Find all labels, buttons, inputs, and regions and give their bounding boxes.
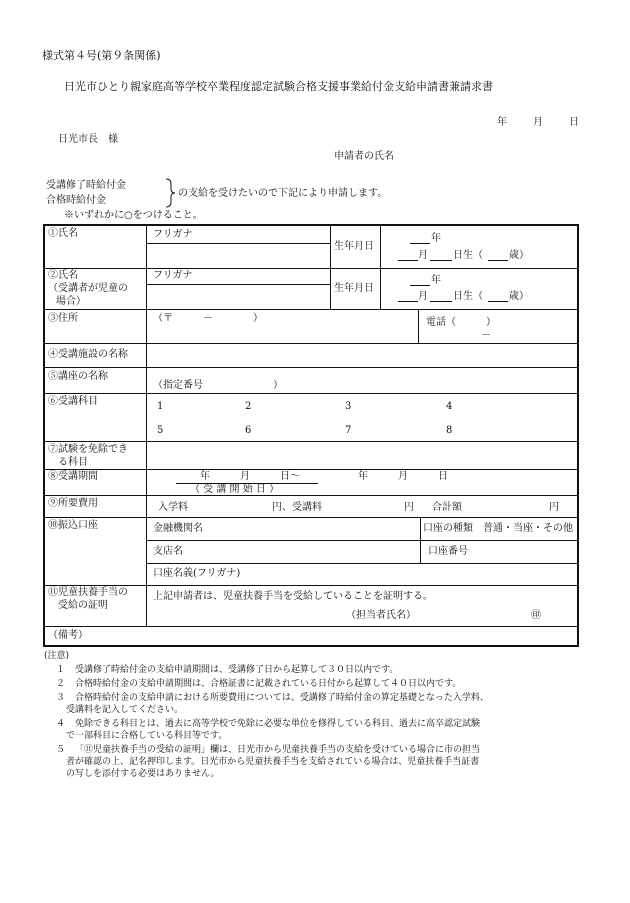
name1-birth-label: 生年月日 xyxy=(334,241,374,252)
allowance-label-1: ⑪児童扶養手当の xyxy=(48,587,128,598)
bank-label: ⑩振込口座 xyxy=(48,520,98,531)
name1-year: 年 xyxy=(431,233,441,244)
date-day: 日 xyxy=(569,117,579,128)
request-text: の支給を受けたいので下記により申請します。 xyxy=(178,188,388,199)
name2-sub1: （受講者が児童の xyxy=(48,283,128,294)
seal-mark: ㊞ xyxy=(531,610,541,621)
name1-furigana: フリガナ xyxy=(153,229,193,240)
course-label: ⑤講座の名称 xyxy=(48,371,108,382)
applicant-name-label: 申請者の氏名 xyxy=(334,151,394,162)
name1-label: ①氏名 xyxy=(48,228,78,239)
remarks-label: （備考） xyxy=(48,630,88,641)
note-5-line-3: の写しを添付する必要はありません。 xyxy=(66,769,220,779)
note-1-num: １ xyxy=(56,665,66,675)
notes-heading: (注意) xyxy=(44,651,70,661)
form-number: 様式第４号(第９条関係) xyxy=(42,49,161,62)
addressee: 日光市長 様 xyxy=(58,134,118,145)
note-3-line-2: 受講料を記入してください。 xyxy=(66,705,184,715)
subjects-label: ⑥受講科目 xyxy=(48,396,98,407)
name2-sub2: 場合） xyxy=(56,296,86,307)
subject-3: 3 xyxy=(345,401,352,412)
note-2-line-1: 合格時給付金の支給申請期間は、合格証書に記載されている日付から起算して４０日以内です。 xyxy=(75,679,462,689)
date-year: 年 xyxy=(497,117,507,128)
date-month: 月 xyxy=(533,117,543,128)
bank-name-label: 金融機関名 xyxy=(153,523,203,534)
phone-label: 電話（ ） xyxy=(426,317,496,328)
facility-label: ④受講施設の名称 xyxy=(48,349,128,360)
total-label: 合計額 xyxy=(432,502,462,513)
account-number-label: 口座番号 xyxy=(428,546,468,557)
period-end: 年 月 日 xyxy=(358,471,448,482)
name2-age: 歳） xyxy=(509,291,529,302)
note-4-num: ４ xyxy=(56,719,66,729)
form-title: 日光市ひとり親家庭高等学校卒業程度認定試験合格支援事業給付金支給申請書兼請求書 xyxy=(64,80,493,93)
note-5-line-2: 者が確認の上、記名押印します。日光市から児童扶養手当を支給されている場合は、児童扶養手当証書 xyxy=(66,757,480,767)
tuition-yen: 円 xyxy=(404,502,414,513)
name1-birth-suffix: 日生（ xyxy=(453,250,483,261)
course-designation: （指定番号 ） xyxy=(153,380,283,391)
subject-4: 4 xyxy=(446,401,453,412)
brace-icon xyxy=(164,178,178,208)
note-4-line-2: で一部科目に合格している科目等です。 xyxy=(66,731,228,741)
subject-2: 2 xyxy=(245,401,252,412)
subject-6: 6 xyxy=(245,425,252,436)
note-2-num: ２ xyxy=(56,679,66,689)
note-3-num: ３ xyxy=(56,693,66,703)
name2-birth-label: 生年月日 xyxy=(334,283,374,294)
option-pass: 合格時給付金 xyxy=(46,195,106,206)
phone-dash: － xyxy=(481,330,491,341)
cost-label: ⑨所要費用 xyxy=(48,498,98,509)
period-label: ⑧受講期間 xyxy=(48,471,98,482)
admission-label: 入学料 xyxy=(158,502,188,513)
branch-label: 支店名 xyxy=(153,546,183,557)
request-note: ※いずれかに○をつけること。 xyxy=(64,210,203,221)
subject-8: 8 xyxy=(446,425,453,436)
name1-age: 歳） xyxy=(509,250,529,261)
tuition-label: 円、受講料 xyxy=(272,502,322,513)
account-holder-label: 口座名義(フリガナ) xyxy=(153,568,241,579)
account-type-label: 口座の種類 xyxy=(423,523,473,534)
name2-year: 年 xyxy=(431,275,441,286)
allowance-text: 上記申請者は、児童扶養手当を受給していることを証明する。 xyxy=(153,591,433,602)
subject-1: 1 xyxy=(157,401,164,412)
note-1-line-1: 受講修了時給付金の支給申請期間は、受講修了日から起算して３０日以内です。 xyxy=(75,665,399,675)
option-completion: 受講修了時給付金 xyxy=(46,180,126,191)
subject-5: 5 xyxy=(157,425,164,436)
name2-birth-suffix: 日生（ xyxy=(453,291,483,302)
total-yen: 円 xyxy=(549,502,559,513)
exempt-label-2: る科目 xyxy=(58,457,88,468)
name1-month: 月 xyxy=(418,250,428,261)
exempt-label-1: ⑦試験を免除でき xyxy=(48,444,128,455)
name2-furigana: フリガナ xyxy=(153,270,193,281)
allowance-label-2: 受給の証明 xyxy=(58,600,108,611)
period-start: 年 月 日～ xyxy=(200,471,300,482)
note-4-line-1: 免除できる科目とは、過去に高等学校で免除に必要な単位を修得している科目、過去に高卒認定試験 xyxy=(75,719,481,729)
address-label: ③住所 xyxy=(48,313,78,324)
note-5-num: ５ xyxy=(56,745,66,755)
account-types: 普通・当座・その他 xyxy=(483,523,573,534)
note-5-line-1: 「⑪児童扶養手当の受給の証明」欄は、日光市から児童扶養手当の支給を受けている場合に市の担当 xyxy=(75,745,481,755)
postal-code: （〒 － ） xyxy=(153,313,263,324)
note-3-line-1: 合格時給付金の支給申請における所要費用については、受講修了時給付金の算定基礎となった入学料、 xyxy=(75,693,489,703)
name2-label: ②氏名 xyxy=(48,270,78,281)
name2-month: 月 xyxy=(418,291,428,302)
officer-label: （担当者氏名） xyxy=(346,610,416,621)
period-start-note: （ 受 講 開 始 日 ） xyxy=(190,484,280,495)
subject-7: 7 xyxy=(345,425,352,436)
